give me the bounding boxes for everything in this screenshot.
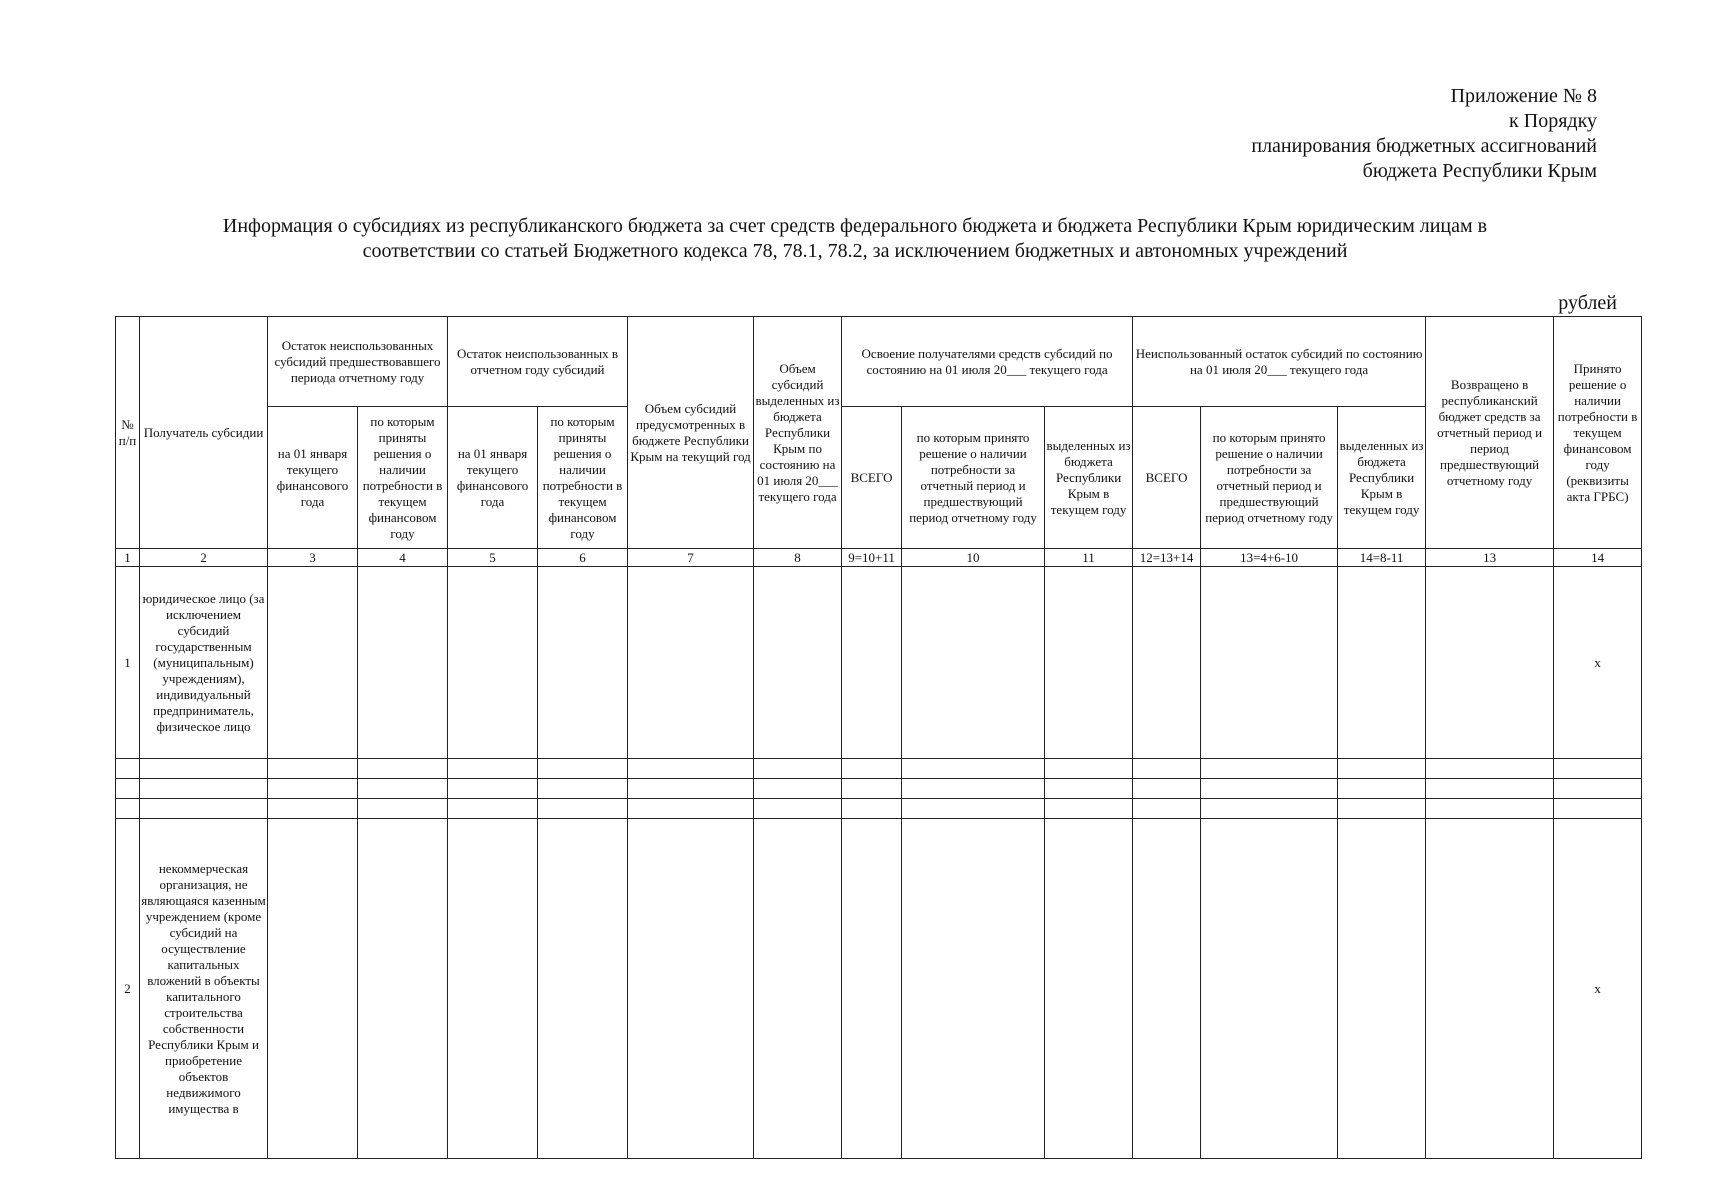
table-cell xyxy=(358,819,448,1159)
table-cell xyxy=(538,819,628,1159)
header-volume-planned: Объем субсидий предусмотренных в бюджете Республики Крым на текущий год xyxy=(628,317,754,549)
table-row xyxy=(116,759,1642,779)
recipient-name: юридическое лицо (за исключением субсидий государственным (муниципальным) учреждениям), индивидуальный предприниматель, физическое лицо xyxy=(140,567,268,759)
units-label: рублей xyxy=(1558,292,1617,314)
header-decided-col4: по которым приняты решения о наличии потребности в текущем финансовом году xyxy=(358,407,448,549)
table-cell xyxy=(1045,567,1133,759)
table-cell xyxy=(1201,567,1338,759)
table-cell xyxy=(628,819,754,1159)
column-number: 13=4+6-10 xyxy=(1201,549,1338,567)
table-cell xyxy=(1338,819,1426,1159)
header-recipient: Получатель субсидии xyxy=(140,317,268,549)
appendix-planning: планирования бюджетных ассигнований xyxy=(1251,135,1597,157)
header-total-utilization: ВСЕГО xyxy=(842,407,902,549)
header-total-unused: ВСЕГО xyxy=(1133,407,1201,549)
header-jan1-col3: на 01 января текущего финансового года xyxy=(268,407,358,549)
cross-mark: x xyxy=(1554,819,1642,1159)
column-number: 5 xyxy=(448,549,538,567)
table-cell xyxy=(1426,567,1554,759)
cross-mark: x xyxy=(1554,567,1642,759)
column-number: 9=10+11 xyxy=(842,549,902,567)
table-cell xyxy=(754,819,842,1159)
column-number: 1 xyxy=(116,549,140,567)
column-number: 12=13+14 xyxy=(1133,549,1201,567)
table-cell xyxy=(1201,819,1338,1159)
recipient-name: некоммерческая организация, не являющаяся казенным учреждением (кроме субсидий на осуществление капитальных вложений в объекты капитального строительства собственности Республики Крым и приобретение объектов недвижимого имущества в xyxy=(140,819,268,1159)
appendix-reference xyxy=(1251,84,1597,184)
column-number: 7 xyxy=(628,549,754,567)
header-need-prev-utilization: по которым принято решение о наличии потребности за отчетный период и предшествующий период отчетному году xyxy=(902,407,1045,549)
header-utilization: Освоение получателями средств субсидий по состоянию на 01 июля 20___ текущего года xyxy=(842,317,1133,407)
column-number: 11 xyxy=(1045,549,1133,567)
column-number: 14=8-11 xyxy=(1338,549,1426,567)
table-row xyxy=(116,567,1642,759)
table-cell xyxy=(1133,819,1201,1159)
table-cell xyxy=(628,567,754,759)
table-cell xyxy=(902,819,1045,1159)
table-cell xyxy=(754,567,842,759)
title-line-1: Информация о субсидиях из республиканского бюджета за счет средств федерального бюджета и бюджета Республики Крым юридическим лицам в xyxy=(222,215,1488,237)
header-decided-col6: по которым приняты решения о наличии потребности в текущем финансовом году xyxy=(538,407,628,549)
table-cell xyxy=(358,567,448,759)
table-cell xyxy=(1133,567,1201,759)
table-cell xyxy=(448,567,538,759)
table-cell xyxy=(902,567,1045,759)
header-jan1-col5: на 01 января текущего финансового года xyxy=(448,407,538,549)
column-number: 10 xyxy=(902,549,1045,567)
header-returned: Возвращено в республиканский бюджет средств за отчетный период и период предшествующий отчетному году xyxy=(1426,317,1554,549)
column-number: 2 xyxy=(140,549,268,567)
row-number: 1 xyxy=(116,567,140,759)
column-number: 8 xyxy=(754,549,842,567)
header-remainder-previous: Остаток неиспользованных субсидий предшествовавшего периода отчетному году xyxy=(268,317,448,407)
header-allocated-unused: выделенных из бюджета Республики Крым в текущем году xyxy=(1338,407,1426,549)
document-title xyxy=(120,214,1590,264)
table-cell xyxy=(842,567,902,759)
column-number: 14 xyxy=(1554,549,1642,567)
header-unused-remainder: Неиспользованный остаток субсидий по состоянию на 01 июля 20___ текущего года xyxy=(1133,317,1426,407)
table-row xyxy=(116,799,1642,819)
column-number: 3 xyxy=(268,549,358,567)
table-row xyxy=(116,819,1642,1159)
header-remainder-report-year: Остаток неиспользованных в отчетном году субсидий xyxy=(448,317,628,407)
subsidy-table xyxy=(115,316,1642,1159)
row-number: 2 xyxy=(116,819,140,1159)
table-cell xyxy=(538,567,628,759)
header-need-prev-unused: по которым принято решение о наличии потребности за отчетный период и предшествующий период отчетному году xyxy=(1201,407,1338,549)
appendix-budget: бюджета Республики Крым xyxy=(1362,160,1597,182)
table-cell xyxy=(842,819,902,1159)
column-number: 13 xyxy=(1426,549,1554,567)
header-volume-allocated: Объем субсидий выделенных из бюджета Республики Крым по состоянию на 01 июля 20___ текущего года xyxy=(754,317,842,549)
table-cell xyxy=(448,819,538,1159)
title-line-2: соответствии со статьей Бюджетного кодекса 78, 78.1, 78.2, за исключением бюджетных и автономных учреждений xyxy=(362,240,1348,262)
table-cell xyxy=(1338,567,1426,759)
header-num: № п/п xyxy=(116,317,140,549)
table-cell xyxy=(268,567,358,759)
table-cell xyxy=(1045,819,1133,1159)
appendix-number: Приложение № 8 xyxy=(1450,85,1597,107)
table-row xyxy=(116,779,1642,799)
appendix-order: к Порядку xyxy=(1509,110,1597,132)
header-allocated-utilization: выделенных из бюджета Республики Крым в текущем году xyxy=(1045,407,1133,549)
table-cell xyxy=(1426,819,1554,1159)
column-number: 6 xyxy=(538,549,628,567)
header-accepted-decision: Принято решение о наличии потребности в текущем финансовом году (реквизиты акта ГРБС) xyxy=(1554,317,1642,549)
table-cell xyxy=(268,819,358,1159)
column-number: 4 xyxy=(358,549,448,567)
